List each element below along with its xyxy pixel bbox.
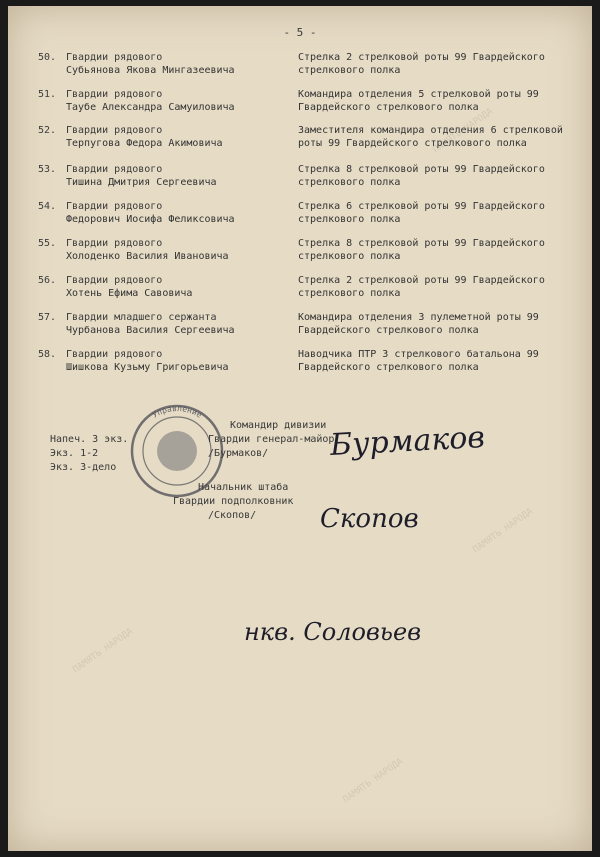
- entry-name: Хотень Ефима Савовича: [66, 288, 193, 299]
- award-entry: [8, 275, 592, 315]
- entry-number: 50.: [38, 52, 57, 63]
- entry-name: Тишина Дмитрия Сергеевича: [66, 177, 217, 188]
- entry-rank: Гвардии рядового: [66, 201, 163, 212]
- handwritten-note: нкв. Соловьев: [244, 618, 422, 646]
- entry-number: 54.: [38, 201, 57, 212]
- entry-rank: Гвардии рядового: [66, 275, 163, 286]
- stamp-text: Управление: [150, 403, 204, 420]
- entry-position: Заместителя командира отделения 6 стрелковой роты 99 Гвардейского стрелкового полка: [298, 125, 563, 149]
- award-entry: [8, 312, 592, 352]
- watermark: ПАМЯТЬ НАРОДА: [431, 106, 495, 156]
- award-entry: [8, 89, 592, 129]
- chief-name: /Скопов/: [208, 510, 257, 521]
- entry-number: 58.: [38, 349, 57, 360]
- entry-number: 53.: [38, 164, 57, 175]
- entry-rank: Гвардии рядового: [66, 52, 163, 63]
- award-entry: [8, 164, 592, 204]
- entry-position: Стрелка 8 стрелковой роты 99 Гвардейского стрелкового полка: [298, 238, 545, 262]
- chief-rank: Гвардии подполковник: [173, 496, 294, 507]
- distribution-line: Напеч. 3 экз.: [50, 434, 129, 445]
- entry-number: 52.: [38, 125, 57, 136]
- entry-rank: Гвардии рядового: [66, 349, 163, 360]
- entry-name: Шишкова Кузьму Григорьевича: [66, 362, 229, 373]
- entry-rank: Гвардии рядового: [66, 238, 163, 249]
- distribution-line: Экз. 3-дело: [50, 462, 117, 473]
- entry-number: 51.: [38, 89, 57, 100]
- entry-rank: Гвардии младшего сержанта: [66, 312, 217, 323]
- watermark: ПАМЯТЬ НАРОДА: [471, 506, 535, 556]
- award-entry: [8, 349, 592, 389]
- entry-name: Субьянова Якова Мингазеевича: [66, 65, 235, 76]
- commander-title: Командир дивизии: [230, 420, 327, 431]
- entry-position: Стрелка 6 стрелковой роты 99 Гвардейского стрелкового полка: [298, 201, 545, 225]
- entry-position: Командира отделения 5 стрелковой роты 99 Гвардейского стрелкового полка: [298, 89, 539, 113]
- commander-rank: Гвардии генерал-майор: [208, 434, 335, 445]
- commander-signature: Бурмаков: [329, 419, 486, 464]
- document-page: [8, 6, 592, 851]
- entry-position: Стрелка 2 стрелковой роты 99 Гвардейского стрелкового полка: [298, 275, 545, 299]
- entry-number: 55.: [38, 238, 57, 249]
- award-entry: [8, 201, 592, 241]
- entry-name: Чурбанова Василия Сергеевича: [66, 325, 235, 336]
- entry-name: Федорович Иосифа Феликсовича: [66, 214, 235, 225]
- entry-position: Стрелка 2 стрелковой роты 99 Гвардейского стрелкового полка: [298, 52, 545, 76]
- distribution-line: Экз. 1-2: [50, 448, 99, 459]
- chief-signature: Скопов: [320, 504, 419, 534]
- watermark: ПАМЯТЬ НАРОДА: [71, 626, 135, 676]
- entry-position: Командира отделения 3 пулеметной роты 99 Гвардейского стрелкового полка: [298, 312, 539, 336]
- entry-name: Холоденко Василия Ивановича: [66, 251, 229, 262]
- award-entry: [8, 52, 592, 92]
- award-entry: [8, 238, 592, 278]
- entry-position: Наводчика ПТР 3 стрелкового батальона 99 Гвардейского стрелкового полка: [298, 349, 539, 373]
- entry-number: 56.: [38, 275, 57, 286]
- entry-position: Стрелка 8 стрелковой роты 99 Гвардейского стрелкового полка: [298, 164, 545, 188]
- page-number: - 5 -: [283, 26, 317, 39]
- entry-name: Терпугова Федора Акимовича: [66, 138, 223, 149]
- entry-rank: Гвардии рядового: [66, 125, 163, 136]
- commander-name: /Бурмаков/: [208, 448, 269, 459]
- entry-number: 57.: [38, 312, 57, 323]
- watermark: ПАМЯТЬ НАРОДА: [341, 756, 405, 806]
- entry-rank: Гвардии рядового: [66, 89, 163, 100]
- chief-title: Начальник штаба: [198, 482, 289, 493]
- entry-rank: Гвардии рядового: [66, 164, 163, 175]
- entry-name: Таубе Александра Самуиловича: [66, 102, 235, 113]
- award-entry: [8, 125, 592, 165]
